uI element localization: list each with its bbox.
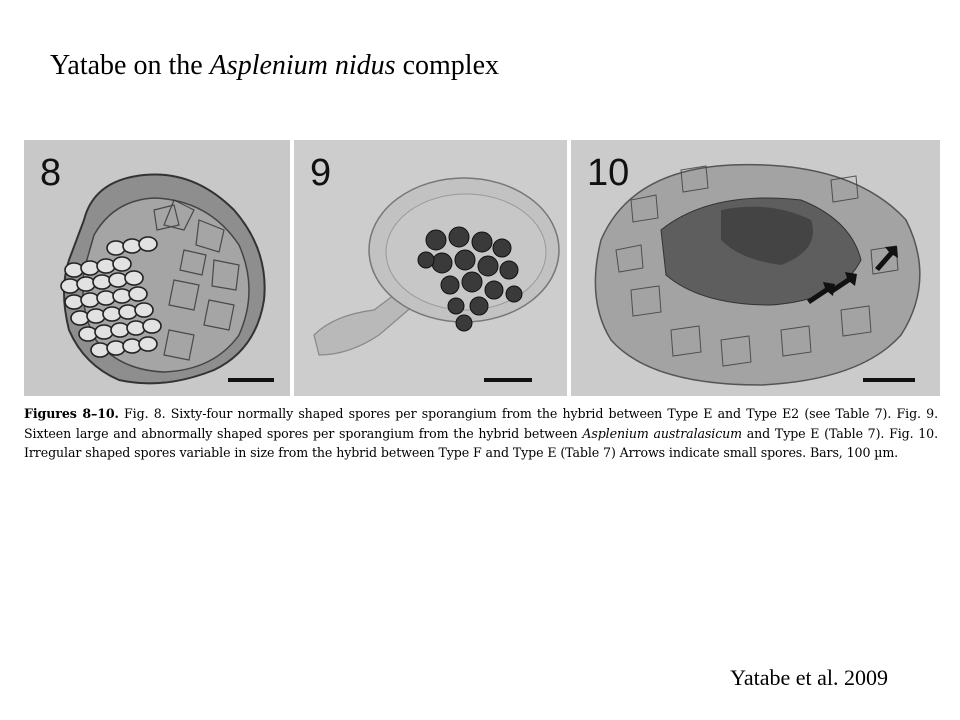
panel-9-number: 9 (310, 152, 332, 194)
scale-bar (228, 378, 274, 382)
caption-part2: and Type E (Table 7). Fig. 10. Irregular shaped spores variable in size from the hybrid between Type F and Type E (Table 7) Arrows indicate small spores. Bars, 100 µm. (24, 425, 938, 460)
caption-lead: Figures 8–10. (24, 406, 119, 421)
slide-title (50, 48, 499, 84)
micrograph-figure (24, 140, 940, 396)
title-suffix: complex (395, 50, 499, 81)
panel-10-number: 10 (587, 152, 630, 194)
scale-bar (484, 378, 532, 382)
panel-8 (24, 140, 290, 396)
panel-9 (294, 140, 567, 396)
panel-9-image (294, 140, 567, 396)
citation: Yatabe et al. 2009 (730, 665, 888, 690)
panel-10 (571, 140, 940, 396)
caption-part1: Fig. 8. Sixty-four normally shaped spores per sporangium from the hybrid between Type E and Type E2 (see Table 7). Fig. 9. Sixteen large and abnormally shaped spores per sporangium from the hybrid between (24, 406, 938, 441)
panel-8-number: 8 (40, 152, 62, 194)
title-prefix: Yatabe on the (50, 50, 210, 81)
figure-caption (24, 404, 938, 463)
panel-8-image (24, 140, 290, 396)
scale-bar (863, 378, 915, 382)
title-italic: Asplenium nidus (209, 50, 396, 81)
caption-italic: Asplenium australasicum (582, 425, 742, 441)
